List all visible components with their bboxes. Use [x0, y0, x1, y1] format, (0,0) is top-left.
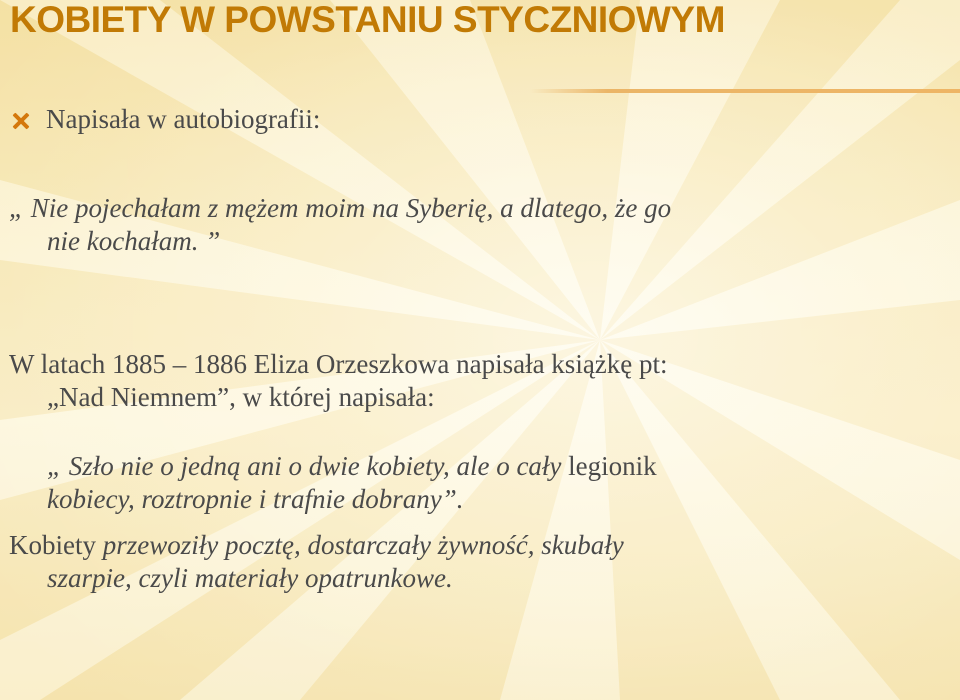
closing-italic-part: przewoziły pocztę, dostarczały żywność, skubały — [102, 530, 624, 560]
quote-2-italic-part: „ Szło nie o jedną ani o dwie kobiety, ale o cały — [47, 451, 562, 481]
quote-line-2: nie kochałam. ” — [47, 226, 221, 256]
closing-line-1 — [9, 529, 624, 562]
closing-line-2: szarpie, czyli materiały opatrunkowe. — [47, 563, 453, 593]
quote-2-regular-part: legionik — [561, 451, 657, 481]
quote-line-1: „ Nie pojechałam z mężem moim na Syberię, a dlatego, że go — [9, 193, 672, 223]
closing-regular-part: Kobiety — [9, 530, 103, 560]
quote-2-line-2: kobiecy, roztropnie i trafnie dobrany”. — [47, 484, 464, 514]
slide-title: KOBIETY W POWSTANIU STYCZNIOWYM — [10, 0, 725, 40]
paragraph-line-1: W latach 1885 – 1886 Eliza Orzeszkowa napisała książkę pt: — [9, 349, 668, 379]
x-mark-bullet-icon — [13, 113, 29, 129]
bullet-text: Napisała w autobiografii: — [46, 104, 321, 134]
paragraph-line-2: „Nad Niemnem”, w której napisała: — [47, 382, 435, 412]
title-underline-divider — [530, 89, 960, 93]
quote-2-line-1 — [47, 450, 657, 483]
